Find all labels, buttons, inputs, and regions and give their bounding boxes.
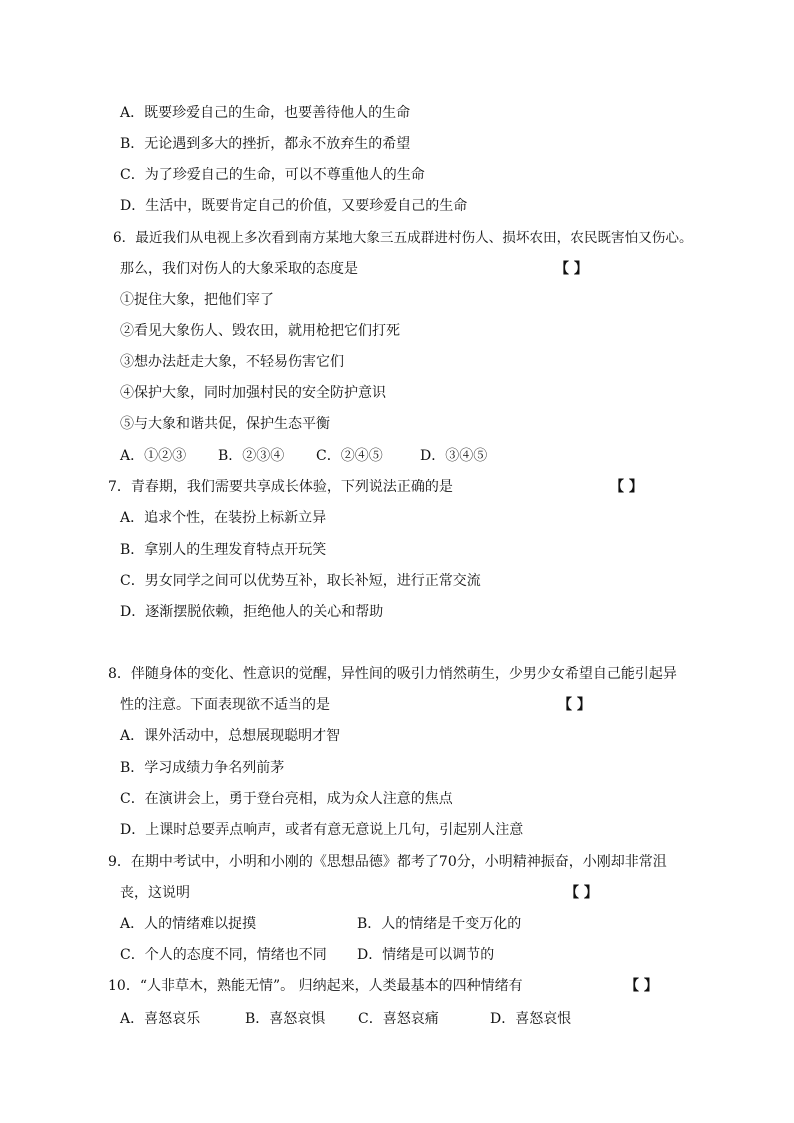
q8-option-c: C．在演讲会上，勇于登台亮相，成为众人注意的焦点 bbox=[120, 791, 453, 807]
q7-option-b: B．拿别人的生理发育特点开玩笑 bbox=[120, 542, 327, 558]
q8-stem-line-1: 8．伴随身体的变化、性意识的觉醒，异性间的吸引力悄然萌生，少男少女希望自己能引起异 bbox=[108, 666, 677, 682]
q9-option-c: C．个人的态度不同，情绪也不同 bbox=[120, 947, 327, 963]
q10-option-a: A．喜怒哀乐 bbox=[120, 1011, 201, 1027]
q8-stem-line-2: 性的注意。下面表现欲不适当的是 bbox=[120, 697, 330, 713]
q10-answer-bracket: 【 】 bbox=[625, 978, 658, 994]
q6-answer-bracket: 【 】 bbox=[555, 261, 588, 277]
q8-option-d: D．上课时总要弄点响声，或者有意无意说上几句，引起别人注意 bbox=[120, 822, 524, 838]
q6-item-1: ①捉住大象，把他们宰了 bbox=[120, 292, 274, 308]
q9-option-d: D．情绪是可以调节的 bbox=[357, 947, 495, 963]
q9-answer-bracket: 【 】 bbox=[565, 885, 598, 901]
q5-option-b: B．无论遇到多大的挫折，都永不放弃生的希望 bbox=[120, 136, 411, 152]
q6-stem-line-1: 6．最近我们从电视上多次看到南方某地大象三五成群进村伤人、损坏农田，农民既害怕又伤心。 bbox=[113, 230, 693, 246]
q7-stem: 7．青春期，我们需要共享成长体验，下列说法正确的是 bbox=[108, 479, 453, 495]
q8-answer-bracket: 【 】 bbox=[558, 697, 591, 713]
q6-option-a: A．①②③ bbox=[120, 448, 187, 464]
q6-option-d: D．③④⑤ bbox=[420, 448, 488, 464]
q5-option-a: A．既要珍爱自己的生命，也要善待他人的生命 bbox=[120, 105, 411, 121]
q6-item-3: ③想办法赶走大象，不轻易伤害它们 bbox=[120, 354, 344, 370]
q10-option-c: C．喜怒哀痛 bbox=[358, 1011, 439, 1027]
q7-option-a: A．追求个性，在装扮上标新立异 bbox=[120, 510, 327, 526]
q7-answer-bracket: 【 】 bbox=[610, 479, 643, 495]
q9-option-a: A．人的情绪难以捉摸 bbox=[120, 916, 257, 932]
q9-stem-line-2: 丧，这说明 bbox=[120, 885, 190, 901]
q6-item-5: ⑤与大象和谐共促，保护生态平衡 bbox=[120, 416, 330, 432]
q6-item-2: ②看见大象伤人、毁农田，就用枪把它们打死 bbox=[120, 323, 400, 339]
q10-option-b: B．喜怒哀惧 bbox=[245, 1011, 326, 1027]
q9-option-b: B．人的情绪是千变万化的 bbox=[357, 916, 522, 932]
q9-stem-line-1: 9．在期中考试中，小明和小刚的《思想品德》都考了70分，小明精神振奋，小刚却非常沮 bbox=[108, 854, 667, 870]
q10-stem: 10．“人非草木，熟能无情”。 归纳起来，人类最基本的四种情绪有 bbox=[108, 978, 523, 994]
q7-option-d: D．逐渐摆脱依赖，拒绝他人的关心和帮助 bbox=[120, 604, 384, 620]
q5-option-d: D．生活中，既要肯定自己的价值，又要珍爱自己的生命 bbox=[120, 198, 468, 214]
q6-item-4: ④保护大象，同时加强村民的安全防护意识 bbox=[120, 385, 386, 401]
q8-option-b: B．学习成绩力争名列前茅 bbox=[120, 760, 285, 776]
q7-option-c: C．男女同学之间可以优势互补，取长补短，进行正常交流 bbox=[120, 573, 481, 589]
q8-option-a: A．课外活动中，总想展现聪明才智 bbox=[120, 728, 341, 744]
q5-option-c: C．为了珍爱自己的生命，可以不尊重他人的生命 bbox=[120, 167, 425, 183]
q6-stem-line-2: 那么，我们对伤人的大象采取的态度是 bbox=[120, 261, 358, 277]
q6-option-c: C．②④⑤ bbox=[316, 448, 383, 464]
q10-option-d: D．喜怒哀恨 bbox=[490, 1011, 572, 1027]
q6-option-b: B．②③④ bbox=[218, 448, 285, 464]
